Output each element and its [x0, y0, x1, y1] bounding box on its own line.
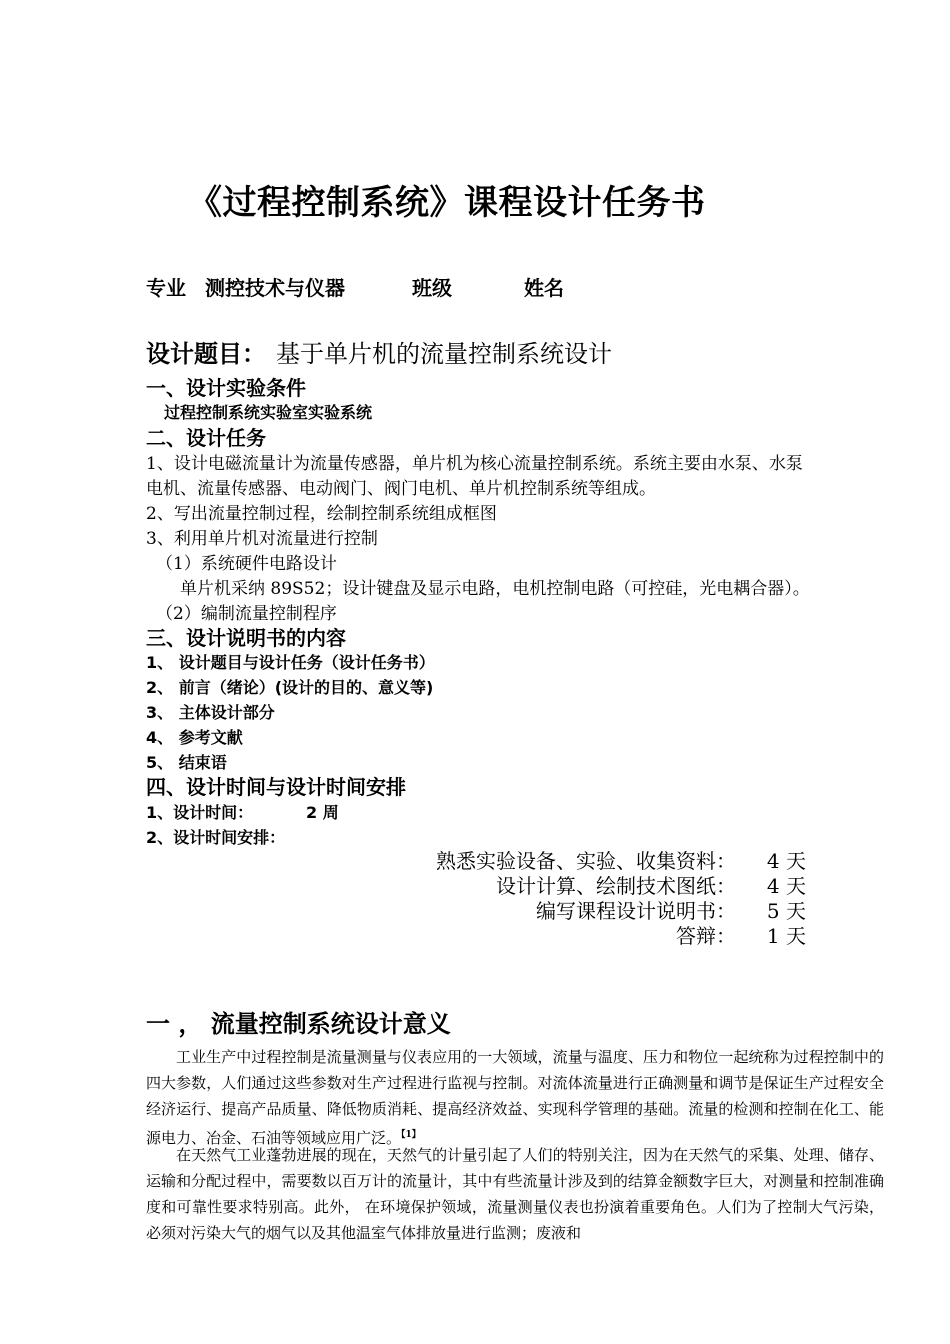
section-3-item: 4、 参考文献 [146, 728, 243, 747]
class-label: 班级 [412, 276, 452, 300]
section-2-item-1a: 1、设计电磁流量计为流量传感器，单片机为核心流量控制系统。系统主要由水泵、水泵 [146, 454, 803, 474]
chapter-paragraph-2: 在天然气工业蓬勃进展的现在，天然气的计量引起了人们的特别关注，因为在天然气的采集、处理、储存、运输和分配过程中，需要数以百万计的流量计，其中有些流量计涉及到的结算金额数字巨大，对测量和控制准确度和可靠性要求特别高。此外， 在环境保护领域，流量测量仪表也扮演着重要角色。人们为了控制大气污染，必须对污染大气的烟气以及其他温室气体排放量进行监测；废液和 [146, 1146, 884, 1242]
schedule-days: 4 天 [766, 849, 806, 873]
schedule-row [676, 920, 806, 949]
section-2-item-1b: 电机、流量传感器、电动阀门、阀门电机、单片机控制系统等组成。 [146, 479, 656, 499]
design-topic [146, 334, 612, 369]
design-topic-value: 基于单片机的流量控制系统设计 [276, 340, 612, 368]
chapter-paragraph-1 [146, 1044, 884, 1151]
chapter-heading: 一 ， 流量控制系统设计意义 [146, 1010, 451, 1038]
section-2-sub-1-detail: 单片机采纳 89S52；设计键盘及显示电路，电机控制电路（可控硅，光电耦合器）。 [180, 579, 810, 599]
schedule-task: 答辩： [676, 924, 736, 948]
section-3-item: 3、 主体设计部分 [146, 703, 275, 722]
section-3-item: 2、 前言（绪论）(设计的目的、意义等) [146, 678, 434, 697]
reference-marker: 【1】 [401, 1130, 421, 1140]
schedule-days: 4 天 [766, 874, 806, 898]
chapter-paragraph-1-text: 工业生产中过程控制是流量测量与仪表应用的一大领域，流量与温度、压力和物位一起统称为过程控制中的四大参数，人们通过这些参数对生产过程进行监视与控制。对流体流量进行正确测量和调节是保证生产过程安全经济运行、提高产品质量、降低物质消耗、提高经济效益、实现科学管理的基础。流量的检测和控制在化工、能源电力、冶金、石油等领域应用广泛。 [146, 1048, 884, 1147]
major-label: 专业 [146, 276, 186, 300]
schedule-task: 编写课程设计说明书： [536, 899, 736, 923]
section-2-item-3: 3、利用单片机对流量进行控制 [146, 529, 378, 549]
document-title: 《过程控制系统》课程设计任务书 [188, 183, 706, 223]
section-4-time-value: 2 周 [306, 803, 339, 822]
section-4-schedule-label: 2、设计时间安排： [146, 828, 286, 847]
section-1-heading: 一、设计实验条件 [146, 376, 306, 400]
section-3-item: 1、 设计题目与设计任务（设计任务书） [146, 653, 435, 672]
design-topic-label: 设计题目： [146, 340, 266, 368]
section-3-heading: 三、设计说明书的内容 [146, 626, 346, 650]
schedule-task: 熟悉实验设备、实验、收集资料： [436, 849, 736, 873]
section-1-line: 过程控制系统实验室实验系统 [164, 403, 373, 422]
major-value: 测控技术与仪器 [205, 276, 345, 300]
section-4-time-label: 1、设计时间： [146, 803, 254, 822]
name-label: 姓名 [524, 276, 564, 300]
section-3-item: 5、 结束语 [146, 753, 227, 772]
schedule-days: 1 天 [766, 924, 806, 948]
section-2-item-2: 2、写出流量控制过程，绘制控制系统组成框图 [146, 504, 497, 524]
schedule-days: 5 天 [766, 899, 806, 923]
section-2-sub-1: （1）系统硬件电路设计 [156, 554, 337, 574]
schedule-task: 设计计算、绘制技术图纸： [496, 874, 736, 898]
section-2-sub-2: （2）编制流量控制程序 [156, 604, 337, 624]
section-4-heading: 四、设计时间与设计时间安排 [146, 775, 406, 799]
section-2-heading: 二、设计任务 [146, 426, 266, 450]
